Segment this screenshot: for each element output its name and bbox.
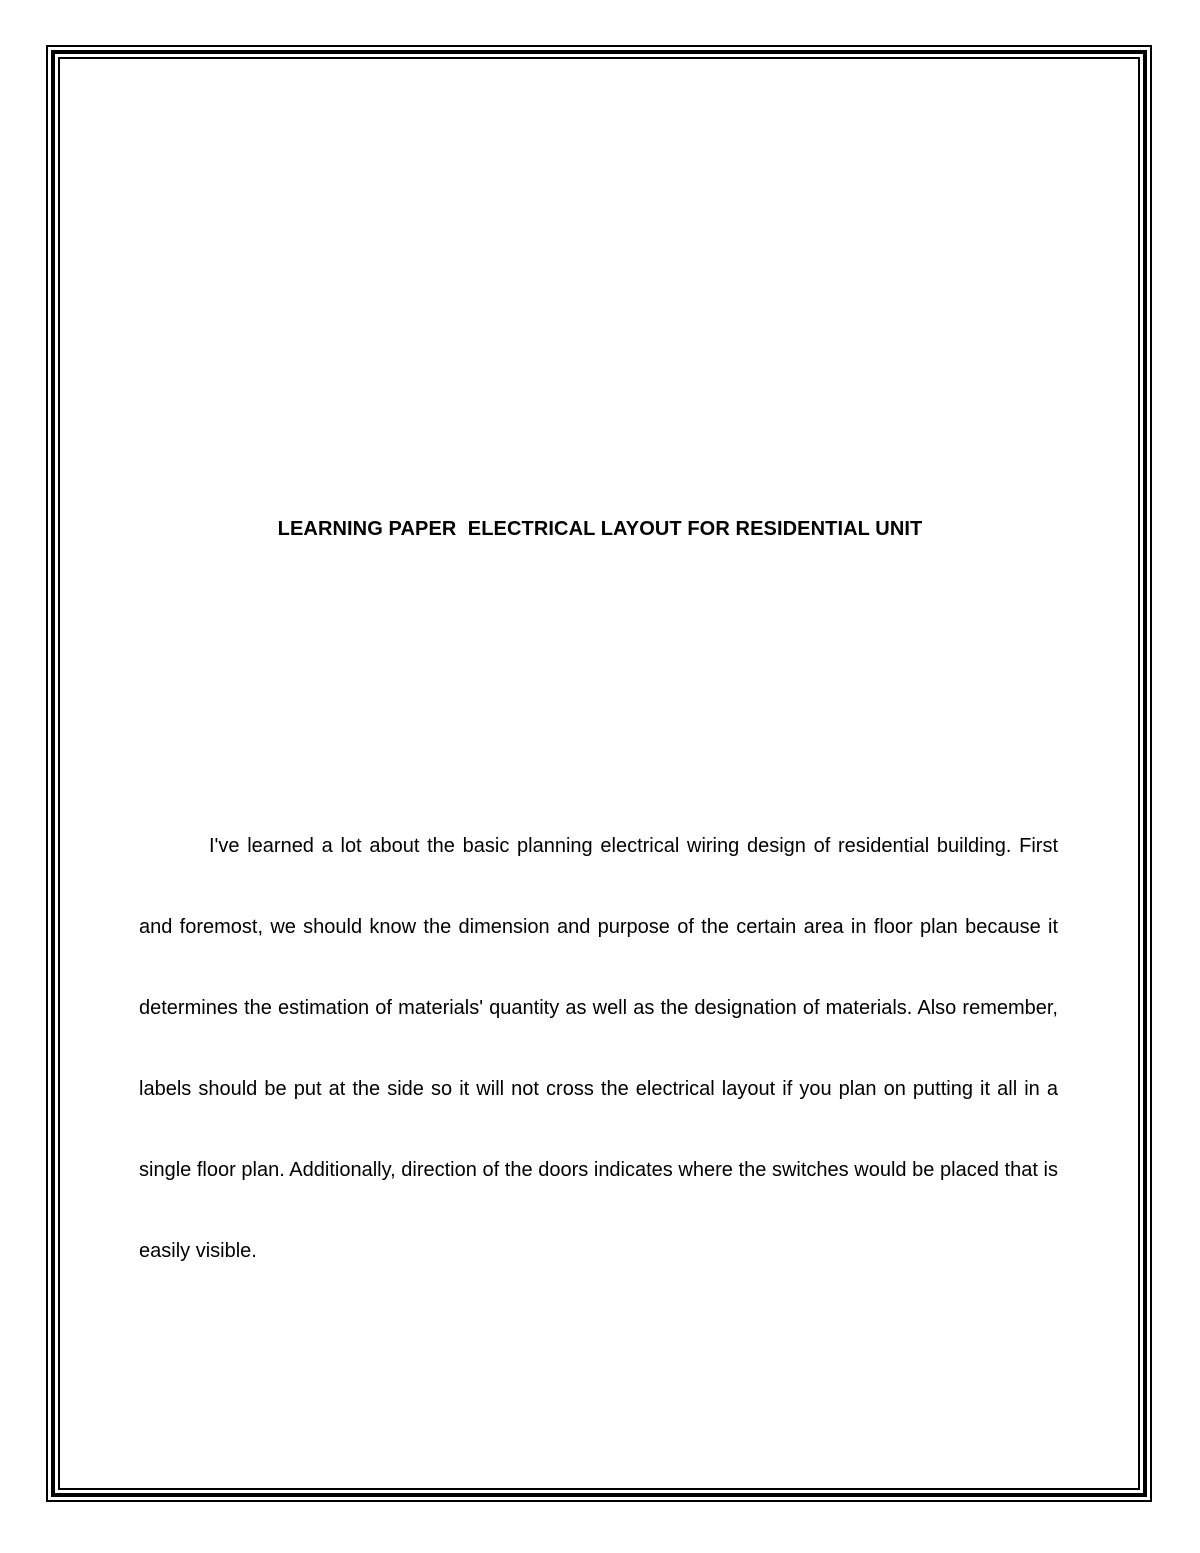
document-title: LEARNING PAPER ELECTRICAL LAYOUT FOR RESIDENTIAL UNIT xyxy=(277,518,923,540)
body-paragraph: I've learned a lot about the basic planning electrical wiring design of residential building. First and foremost, we should know the dimension and purpose of the certain area in floor plan because it determines the estimation of materials' quantity as well as the designation of materials. Also remember, labels should be put at the side so it will not cross the electrical layout if you plan on putting it all in a single floor plan. Additionally, direction of the doors indicates where the switches would be placed that is easily visible. xyxy=(139,835,1058,1262)
